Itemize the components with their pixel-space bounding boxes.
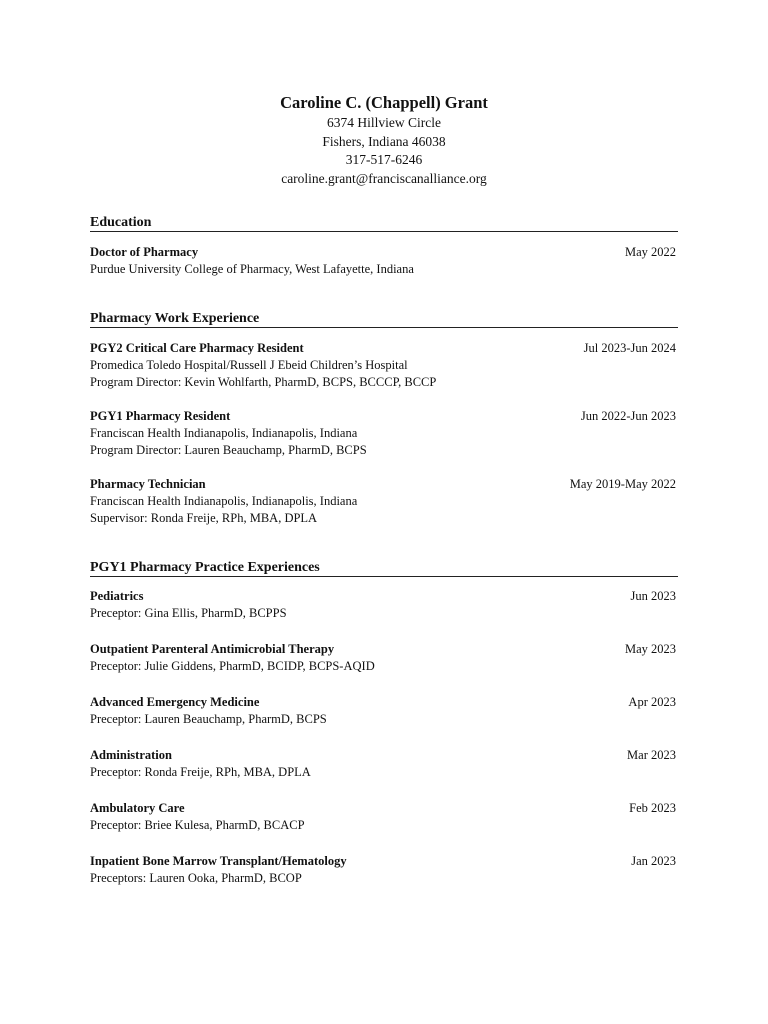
practice-entry <box>90 800 678 834</box>
entry-date: Apr 2023 <box>628 695 676 709</box>
email-address: caroline.grant@franciscanalliance.org <box>281 170 487 186</box>
resume-header <box>0 93 768 188</box>
entry-date: May 2019-May 2022 <box>569 477 676 491</box>
address-line-1: 6374 Hillview Circle <box>327 115 441 130</box>
entry-date: Jun 2022-Jun 2023 <box>580 409 676 423</box>
entry-detail: Preceptor: Gina Ellis, PharmD, BCPPS <box>90 606 287 620</box>
entry-detail: Preceptors: Lauren Ooka, PharmD, BCOP <box>90 871 302 885</box>
entry-title: Doctor of Pharmacy <box>90 245 199 259</box>
entry-title: Advanced Emergency Medicine <box>90 695 260 709</box>
entry-detail: Preceptor: Ronda Freije, RPh, MBA, DPLA <box>90 765 311 779</box>
entry-date: May 2022 <box>624 245 676 259</box>
candidate-name: Caroline C. (Chappell) Grant <box>280 93 488 112</box>
practice-entry <box>90 853 678 887</box>
address-line-2: Fishers, Indiana 46038 <box>322 133 446 149</box>
entry-detail: Purdue University College of Pharmacy, West Lafayette, Indiana <box>90 262 414 276</box>
education-heading: Education <box>90 214 678 232</box>
practice-experiences-heading: PGY1 Pharmacy Practice Experiences <box>90 559 678 577</box>
entry-title: Ambulatory Care <box>90 801 185 815</box>
entry-detail: Preceptor: Briee Kulesa, PharmD, BCACP <box>90 818 305 832</box>
entry-detail: Franciscan Health Indianapolis, Indianapolis, Indiana <box>90 426 358 440</box>
entry-title: Administration <box>90 748 172 762</box>
work-entry <box>90 476 678 527</box>
entry-detail: Promedica Toledo Hospital/Russell J Ebeid Children’s Hospital <box>90 358 408 372</box>
entry-title: Pharmacy Technician <box>90 477 206 491</box>
entry-detail: Franciscan Health Indianapolis, Indianapolis, Indiana <box>90 494 358 508</box>
entry-date: Jan 2023 <box>631 854 676 868</box>
entry-detail: Program Director: Kevin Wohlfarth, PharmD, BCPS, BCCCP, BCCP <box>90 375 437 389</box>
practice-entry <box>90 694 678 728</box>
work-experience-heading: Pharmacy Work Experience <box>90 310 678 328</box>
phone-number: 317-517-6246 <box>345 152 423 167</box>
education-section <box>90 214 678 278</box>
entry-detail: Preceptor: Julie Giddens, PharmD, BCIDP, BCPS-AQID <box>90 659 375 673</box>
work-entry <box>90 340 678 391</box>
entry-detail: Supervisor: Ronda Freije, RPh, MBA, DPLA <box>90 511 318 525</box>
entry-title: Inpatient Bone Marrow Transplant/Hematology <box>90 854 347 868</box>
entry-title: PGY2 Critical Care Pharmacy Resident <box>90 341 304 355</box>
entry-detail: Program Director: Lauren Beauchamp, PharmD, BCPS <box>90 443 367 457</box>
education-entry <box>90 244 678 278</box>
entry-date: Mar 2023 <box>627 748 676 762</box>
work-entry <box>90 408 678 459</box>
practice-entry <box>90 641 678 675</box>
entry-date: Feb 2023 <box>629 801 676 815</box>
entry-date: Jun 2023 <box>630 589 676 603</box>
entry-title: Outpatient Parenteral Antimicrobial Therapy <box>90 642 335 656</box>
entry-title: Pediatrics <box>90 589 144 603</box>
practice-experiences-section <box>90 559 678 887</box>
work-experience-section <box>90 310 678 527</box>
entry-date: Jul 2023-Jun 2024 <box>583 341 676 355</box>
practice-entry <box>90 747 678 781</box>
entry-date: May 2023 <box>624 642 676 656</box>
entry-title: PGY1 Pharmacy Resident <box>90 409 231 423</box>
practice-entry <box>90 588 678 622</box>
entry-detail: Preceptor: Lauren Beauchamp, PharmD, BCPS <box>90 712 327 726</box>
